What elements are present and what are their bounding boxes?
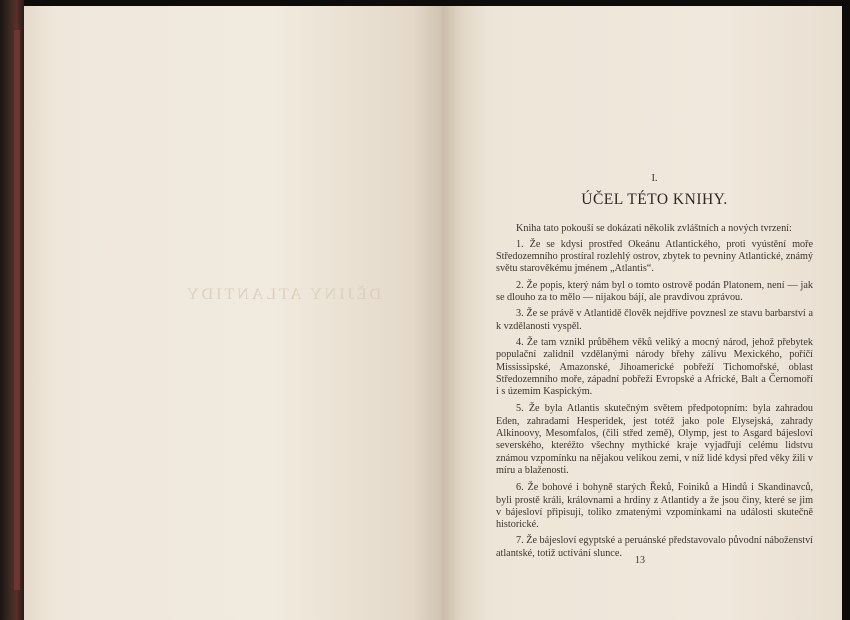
paragraph-3: 3. Že se právě v Atlantidě člověk nejdříve povznesl ze stavu barbarství a k vzdělanosti vyspěl.	[496, 308, 813, 332]
spine-edge	[14, 30, 20, 590]
paragraph-2: 2. Že popis, který nám byl o tomto ostrově podán Platonem, není — jak se dlouho za to mělo — nijakou bájí, ale pravdivou zprávou.	[496, 279, 813, 304]
book-spine	[0, 0, 24, 620]
page-number: 13	[635, 555, 645, 566]
paragraph-5: 5. Že byla Atlantis skutečným světem předpotopním: byla zahradou Eden, zahradami Hesperidek, jest totéž jako pole Elysejská, zahrady Alkinoovy, Mesomfalos, (čili střed země), Olymp, jest to Asgard bájesloví severského, kteréžto všechny mythické kraje vyjadřují celému lidstvu známou vzpomínku na nějakou velikou zemi, v níž lidé kdysi před věky žili v míru a blaženosti.	[496, 403, 813, 476]
paragraph-intro: Kniha tato pokouší se dokázati několik zvláštních a nových tvrzení:	[516, 222, 792, 234]
chapter-title: ÚČEL TÉTO KNIHY.	[581, 191, 728, 209]
paragraph-7: 7. Že bájesloví egyptské a peruánské představovalo původní náboženství atlantské, totiž uctívání slunce.	[496, 535, 813, 559]
bleed-through-text: DĚJINY ATLANTIDY	[184, 286, 382, 303]
paragraph-1: 1. Že se kdysi prostřed Okeánu Atlantického, proti vyústění moře Středozemního prostíral rozlehlý ostrov, zbytek to pevniny Atlantické, známý světu starověkému jménem „Atlantis“.	[496, 238, 813, 275]
page-content	[496, 173, 813, 564]
left-page	[24, 6, 442, 620]
paragraph-4: 4. Že tam vznikl průběhem věků veliký a mocný národ, jehož přebytek populační zalidnil vzdělanými národy břehy zálivu Mexického, poříčí Mississipské, Amazonské, Jihoamerické pobřeží Tichomořské, oblast Středozemního moře, západní pobřeží Evropské a Africké, Balt a Černomoří i s územím Kaspickým.	[496, 336, 813, 398]
chapter-number: I.	[651, 173, 658, 184]
paragraph-6: 6. Že bohové i bohyně starých Řeků, Foiniků a Hindů i Skandinavců, byli prostě králi, královnami a hrdiny z Atlantidy a že jsou činy, které se jim v bájesloví připisují, toliko zmatenými vzpomínkami na události skutečně historické.	[496, 482, 813, 531]
